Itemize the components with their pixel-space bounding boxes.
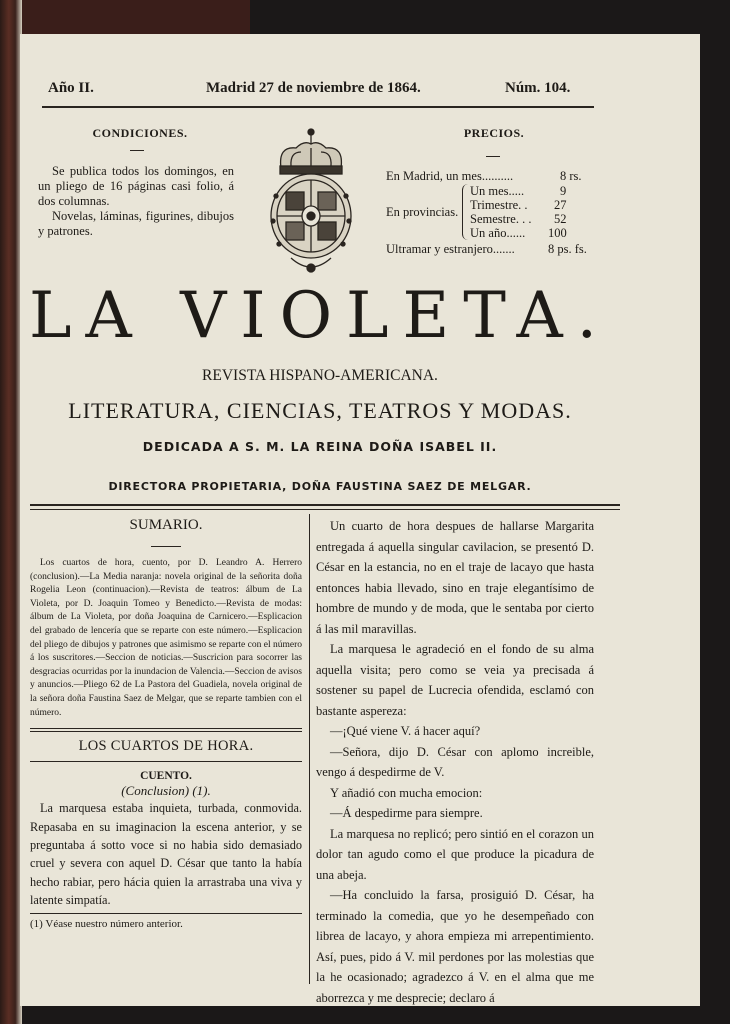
newspaper-topics: LITERATURA, CIENCIAS, TEATROS Y MODAS. bbox=[68, 398, 572, 423]
body-paragraph-2: La marquesa le agradeció en el fondo de su alma aquella visita; pero como se veia ya precisada á sostener su papel de Lucrecia ofendida, esclamó con bastante aspereza: bbox=[316, 642, 594, 718]
title-rule-bottom bbox=[30, 509, 620, 510]
title-rule-top bbox=[30, 504, 620, 506]
price-prov-label-4: Un año...... bbox=[470, 226, 526, 240]
provinces-brace bbox=[462, 184, 469, 240]
footnote-rule bbox=[30, 913, 302, 914]
price-prov-value-2: 27 bbox=[554, 198, 567, 212]
footnote: (1) Véase nuestro número anterior. bbox=[30, 917, 183, 930]
newspaper-subtitle: REVISTA HISPANO-AMERICANA. bbox=[202, 367, 438, 384]
body-paragraph-1: Un cuarto de hora despues de hallarse Margarita entregada á aquella singular cavilacion, se presentó D. César en la estancia, no en el traje de lacayo que hasta entonces habia llevado, sino en traje elegantísimo de hombre de mundo y de moda, que le sentaba por cierto á las mil maravillas. bbox=[316, 519, 594, 636]
sumario-rule-1 bbox=[30, 728, 302, 729]
prices-table bbox=[386, 169, 600, 257]
conditions-text-1: Se publica todos los domingos, en un pliego de 16 páginas casi folio, á dos columnas. bbox=[38, 164, 234, 208]
body-paragraph-3: —¡Qué viene V. á hacer aquí? bbox=[330, 724, 481, 738]
sumario-rule-2 bbox=[30, 731, 302, 732]
price-prov-value-3: 52 bbox=[554, 212, 567, 226]
issue-year: Año II. bbox=[48, 80, 94, 96]
prices-heading: PRECIOS. bbox=[463, 126, 525, 140]
body-paragraph-5: Y añadió con mucha emocion: bbox=[330, 785, 483, 800]
story-subtitle: (Conclusion) (1). bbox=[121, 783, 211, 799]
price-madrid-value: 8 rs. bbox=[560, 169, 582, 183]
story-type: CUENTO. bbox=[140, 770, 192, 783]
story-heading-rule bbox=[30, 761, 302, 762]
body-paragraph-6: —Á despedirme para siempre. bbox=[330, 806, 483, 820]
newspaper-director: DIRECTORA PROPIETARIA, DOÑA FAUSTINA SAEZ DE MELGAR. bbox=[108, 480, 532, 493]
column-divider bbox=[309, 514, 310, 984]
price-overseas-label: Ultramar y estranjero....... bbox=[386, 242, 515, 256]
story-text: La marquesa estaba inquieta, turbada, conmovida. Repasaba en su imaginacion la escena anterior, y se preguntaba á sotto voce si no habia sido demasiado cruel y severa con aquel D. César que tanto la había hecho rabiar, pero hácia quien la arrastraba una viva y latente simpatía. bbox=[30, 801, 302, 908]
newspaper-dedication: DEDICADA A S. M. LA REINA DOÑA ISABEL II. bbox=[142, 439, 498, 454]
issue-date: Madrid 27 de noviembre de 1864. bbox=[206, 80, 421, 96]
body-paragraph-7: La marquesa no replicó; pero sintió en el corazon un dolor tan agudo como el que produce la picadura de una abeja. bbox=[316, 826, 594, 882]
price-prov-label-1: Un mes..... bbox=[470, 184, 525, 198]
price-prov-value-1: 9 bbox=[560, 184, 567, 198]
binding-top bbox=[0, 0, 250, 34]
conditions-text-2: Novelas, láminas, figurines, dibujos y patrones. bbox=[38, 209, 234, 238]
sumario-text: Los cuartos de hora, cuento, por D. Leandro A. Herrero (conclusion).—La Media naranja: novela original de la señorita doña Rogelia Leon (continuacion).—Revista de teatros: álbum de La Violeta, por D. Joaquin Tomeo y Benedicto.—Revista de modas: álbum de La Violeta, por doña Joaquina de Carnicero.—Esplicacion del grabado de lencería que se reparte con este número.—Esplicacion del pliego de dibujos y patrones que asimismo se reparte con el número á los suscritores.—Seccion de noticias.—Suscricion para socorrer las desgracias ocurridas por la inundacion de Valencia.—Seccion de avisos y anuncios.—Pliego 62 de La Pastora del Guadiela, novela original de la señora doña Faustina Saez de Melgar, que se reparte tambien con el número. bbox=[30, 558, 302, 718]
body-paragraph-8: —Ha concluido la farsa, prosiguió D. César, ha terminado la comedia, que yo he desempeñado con librea de lacayo, y ahora empieza mi arrepentimiento. Así, pues, pido á V. mil perdones por las molestias que la he ocasionado; agradezco á V. en el alma que me aborrezca y me desprecie; declaro á bbox=[316, 888, 594, 1005]
book-spine bbox=[0, 0, 22, 1024]
conditions-dash bbox=[130, 150, 144, 151]
price-provinces-label: En provincias. bbox=[386, 205, 459, 219]
sumario-dash bbox=[151, 546, 181, 547]
price-prov-label-3: Semestre. . . bbox=[470, 212, 532, 226]
price-madrid-label: En Madrid, un mes.......... bbox=[386, 169, 514, 183]
right-column bbox=[316, 516, 594, 1006]
masthead-rule bbox=[42, 106, 594, 108]
story-heading: LOS CUARTOS DE HORA. bbox=[78, 738, 254, 755]
prices-dash bbox=[486, 156, 500, 157]
issue-number: Núm. 104. bbox=[505, 80, 571, 96]
price-prov-label-2: Trimestre. . bbox=[470, 198, 528, 212]
newspaper-title: LA VIOLETA. bbox=[29, 279, 611, 353]
price-overseas-value: 8 ps. fs. bbox=[548, 242, 587, 256]
price-prov-value-4: 100 bbox=[548, 226, 567, 240]
left-column bbox=[30, 514, 302, 930]
body-paragraph-4: —Señora, dijo D. César con aplomo increible, vengo á despedirme de V. bbox=[316, 744, 594, 779]
royal-coat-of-arms-icon bbox=[256, 126, 366, 278]
sumario-heading: SUMARIO. bbox=[129, 517, 203, 533]
newspaper-page bbox=[20, 34, 700, 1006]
conditions-heading: CONDICIONES. bbox=[92, 126, 188, 140]
